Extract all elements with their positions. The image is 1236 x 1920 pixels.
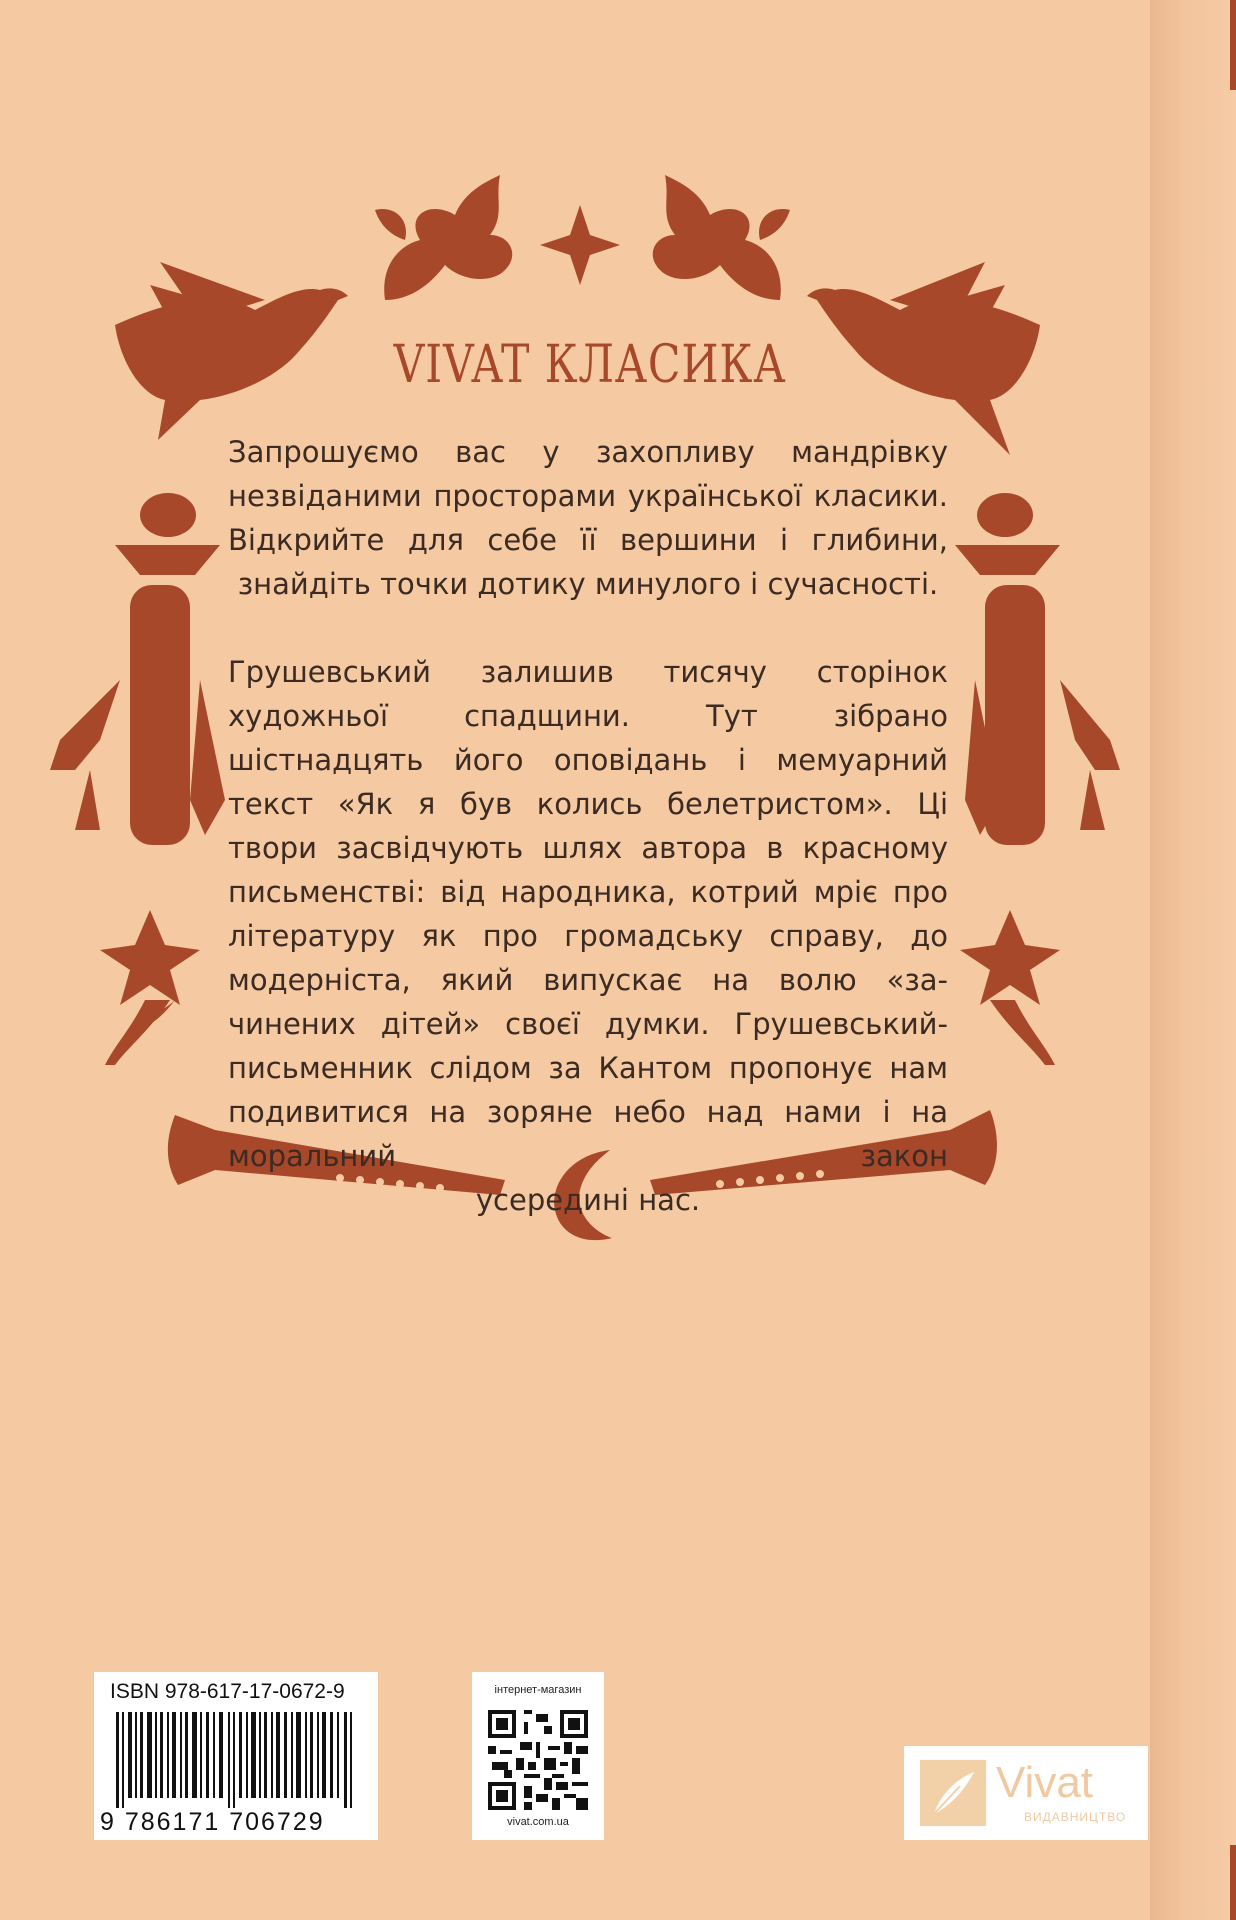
left-star-flower-icon [100, 910, 200, 1065]
blurb-text-2: Грушевський залишив тисячу сторінок художньої спадщини. Тут зібрано шістнадцять його оповідань і мемуарний текст «Як я був колись белетристом». Ці твори засвідчують шлях автора в красному письменстві: від народника, котрий мріє про літературу як про громадську справу, до модерніста, який випускає на волю «за- чинених дітей» своєї думки. Грушевський-письменник слідом за Кантом пропонує нам подивитися на зоряне небо над нами і на моральний закон [228, 655, 948, 1173]
right-tassel-icon [955, 493, 1120, 845]
qr-code-icon [488, 1710, 588, 1810]
barcode-digits: 9 786171 706729 [100, 1808, 325, 1836]
blurb-text-1: Запрошуємо вас у захопливу мандрівку незвіданими просторами української класики. Відкрийте для себе її вершини і глибини, знайдіть точки дотику минулого і сучасності. [228, 435, 948, 601]
isbn-label: ISBN 978-617-17-0672-9 [110, 1680, 345, 1703]
feather-icon [920, 1760, 986, 1826]
right-tulip-icon [653, 175, 790, 300]
qr-url: vivat.com.ua [507, 1816, 569, 1828]
qr-block [472, 1672, 604, 1840]
right-star-flower-icon [960, 910, 1060, 1065]
isbn-barcode [94, 1672, 378, 1840]
blurb-paragraph-1 [228, 430, 948, 606]
blurb-paragraph-2 [228, 650, 948, 1222]
publisher-name: Vivat [996, 1758, 1094, 1807]
barcode-icon [116, 1712, 358, 1808]
series-title: VIVAT КЛАСИКА [393, 335, 787, 395]
publisher-logo [904, 1746, 1148, 1840]
left-tassel-icon [50, 493, 225, 845]
star-icon [540, 205, 620, 285]
blurb-text-2-end: усередині нас. [475, 1183, 701, 1217]
left-tulip-icon [375, 175, 512, 300]
publisher-subtitle: ВИДАВНИЦТВО [1024, 1810, 1127, 1824]
qr-label: інтернет-магазин [494, 1684, 582, 1696]
spine-mark-bottom [1230, 1845, 1236, 1920]
